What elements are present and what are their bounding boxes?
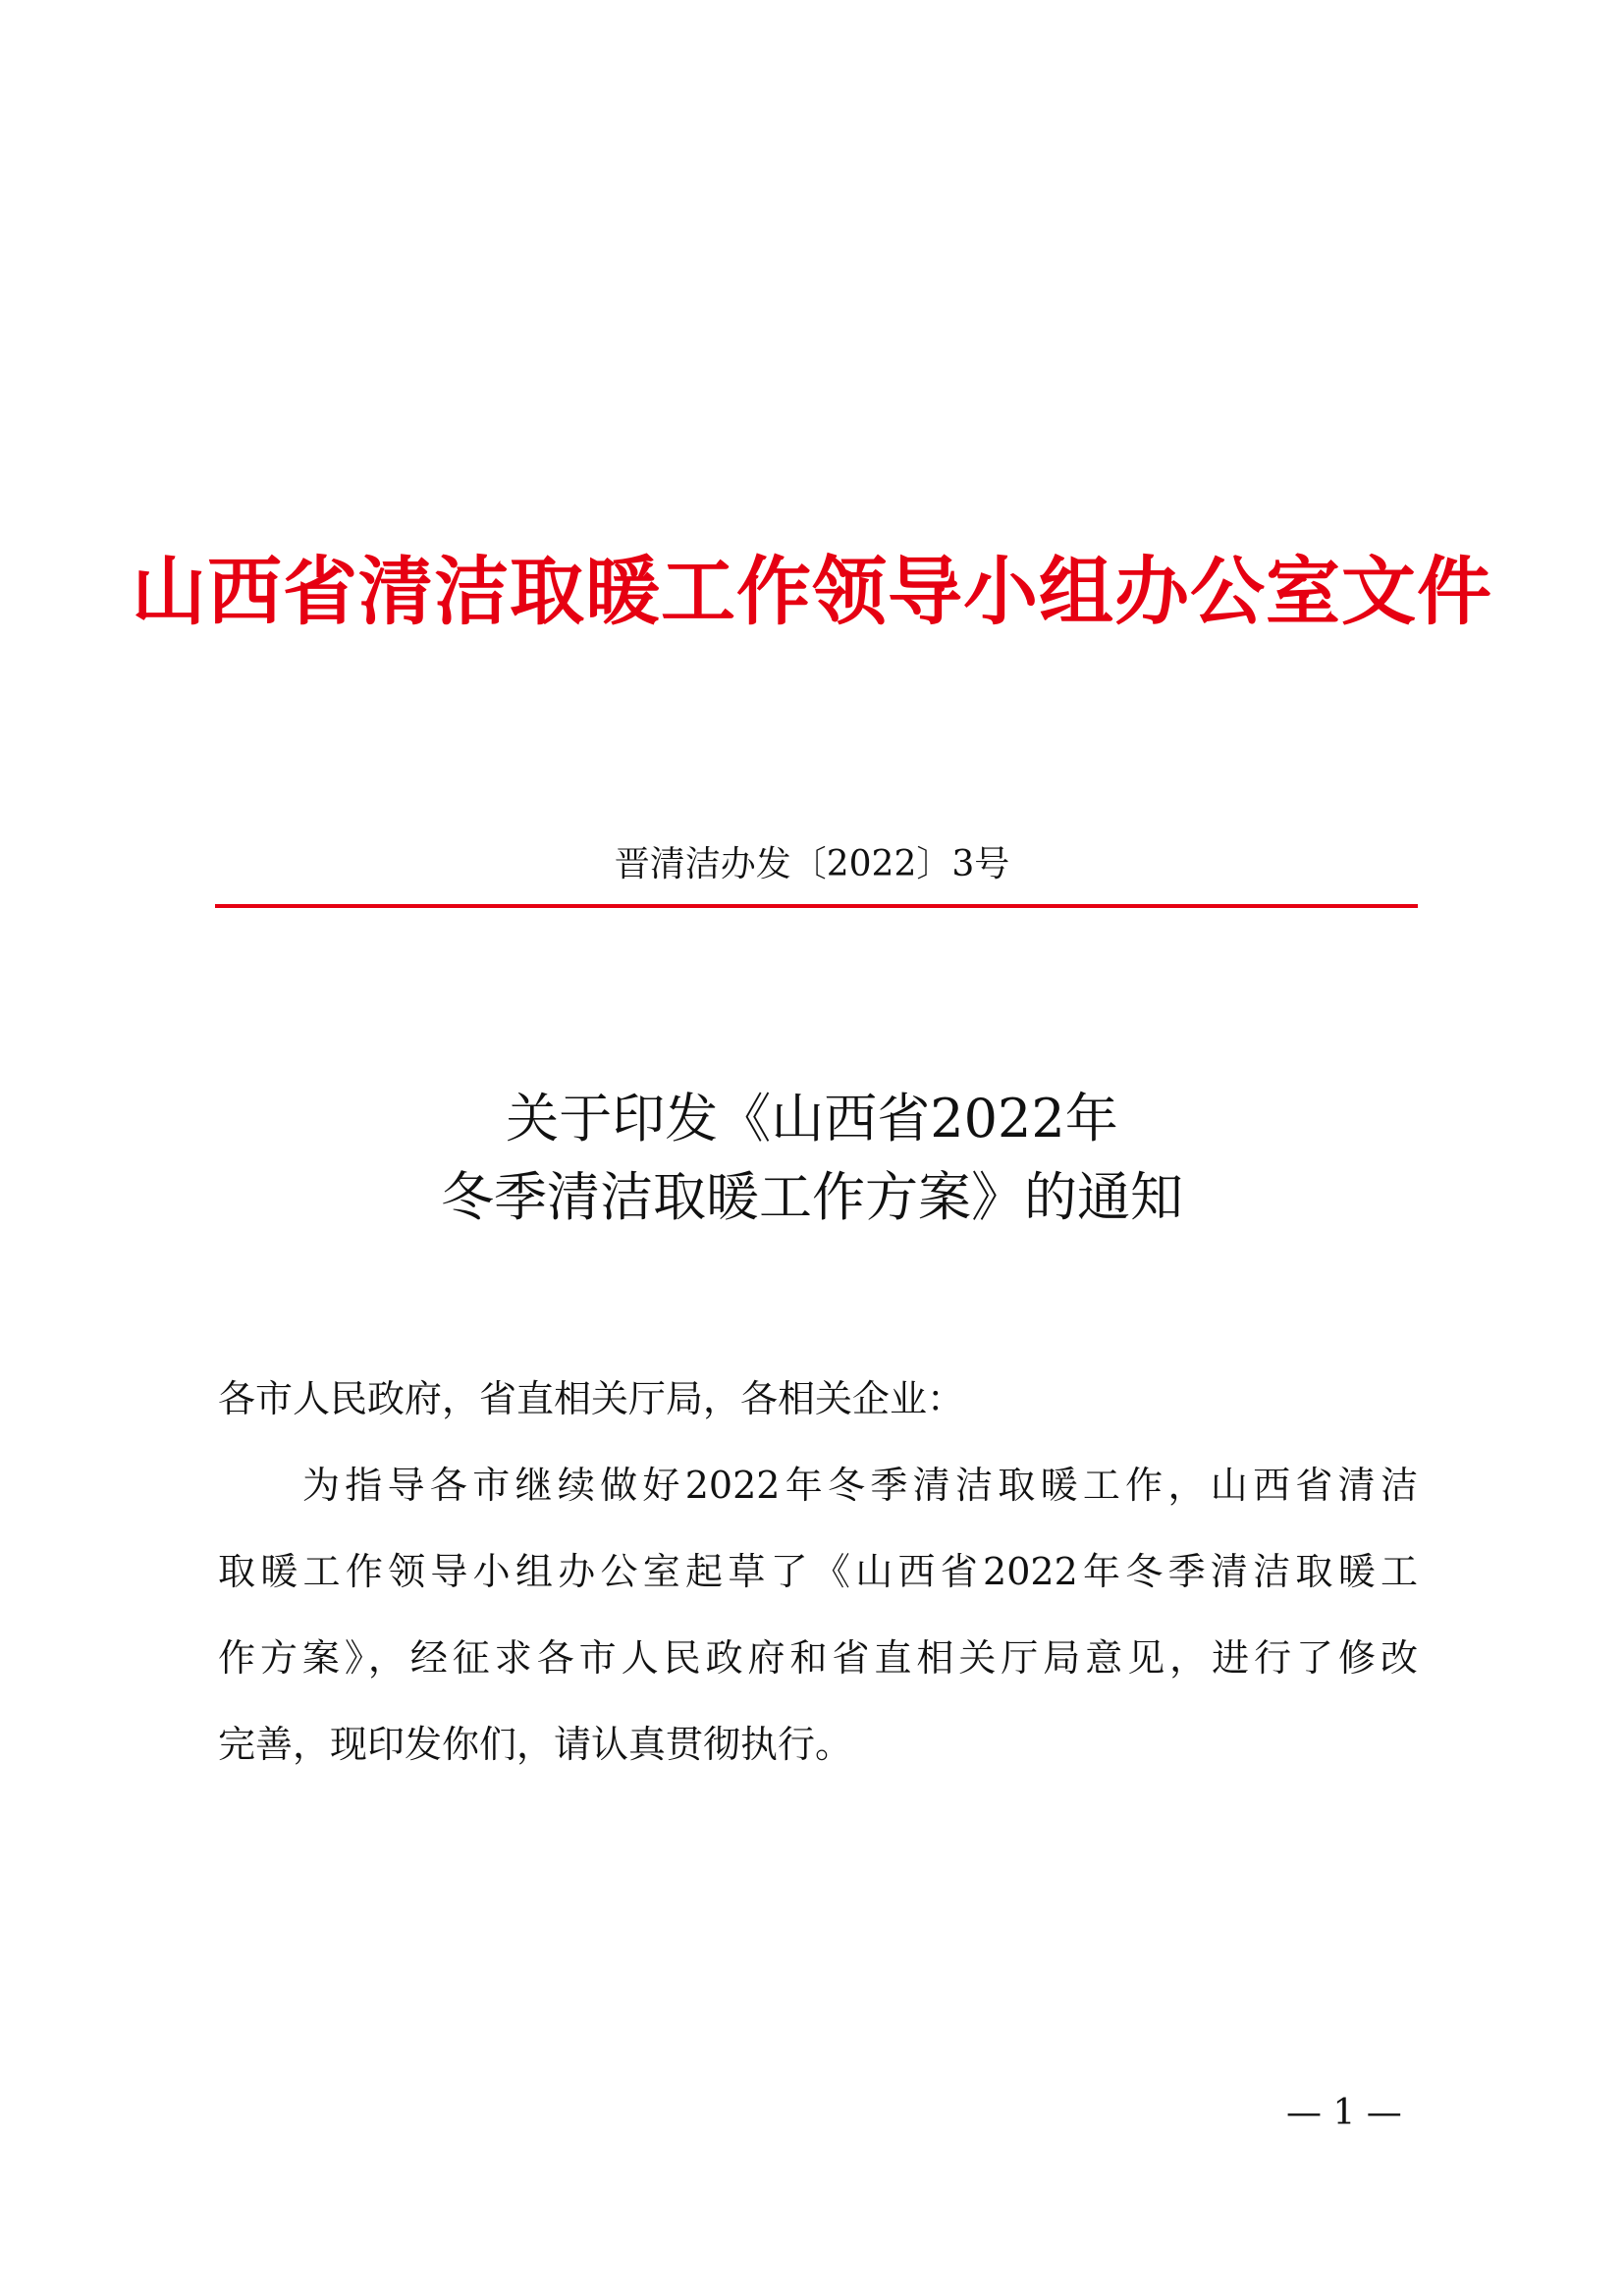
- body-paragraph-line-4: 完善，现印发你们，请认真贯彻执行。: [218, 1723, 853, 1766]
- body-paragraph-line-1: 为指导各市继续做好2022年冬季清洁取暖工作，山西省清洁: [302, 1464, 1418, 1507]
- red-separator-line: [215, 904, 1418, 908]
- notice-title-line-2: 冬季清洁取暖工作方案》的通知: [441, 1166, 1183, 1228]
- page-number: — 1 —: [1286, 2093, 1402, 2133]
- document-number: 晋清洁办发〔2022〕3号: [614, 844, 1010, 884]
- masthead-title: 山西省清洁取暖工作领导小组办公室文件: [132, 548, 1492, 635]
- notice-title-line-1: 关于印发《山西省2022年: [506, 1088, 1118, 1149]
- notice-title: [0, 1080, 1624, 1237]
- body-paragraph-line-3: 作方案》，经征求各市人民政府和省直相关厅局意见，进行了修改: [218, 1636, 1418, 1680]
- body-paragraph-line-2: 取暖工作领导小组办公室起草了《山西省2022年冬季清洁取暖工: [218, 1550, 1418, 1593]
- addressee: 各市人民政府，省直相关厅局，各相关企业：: [218, 1377, 965, 1420]
